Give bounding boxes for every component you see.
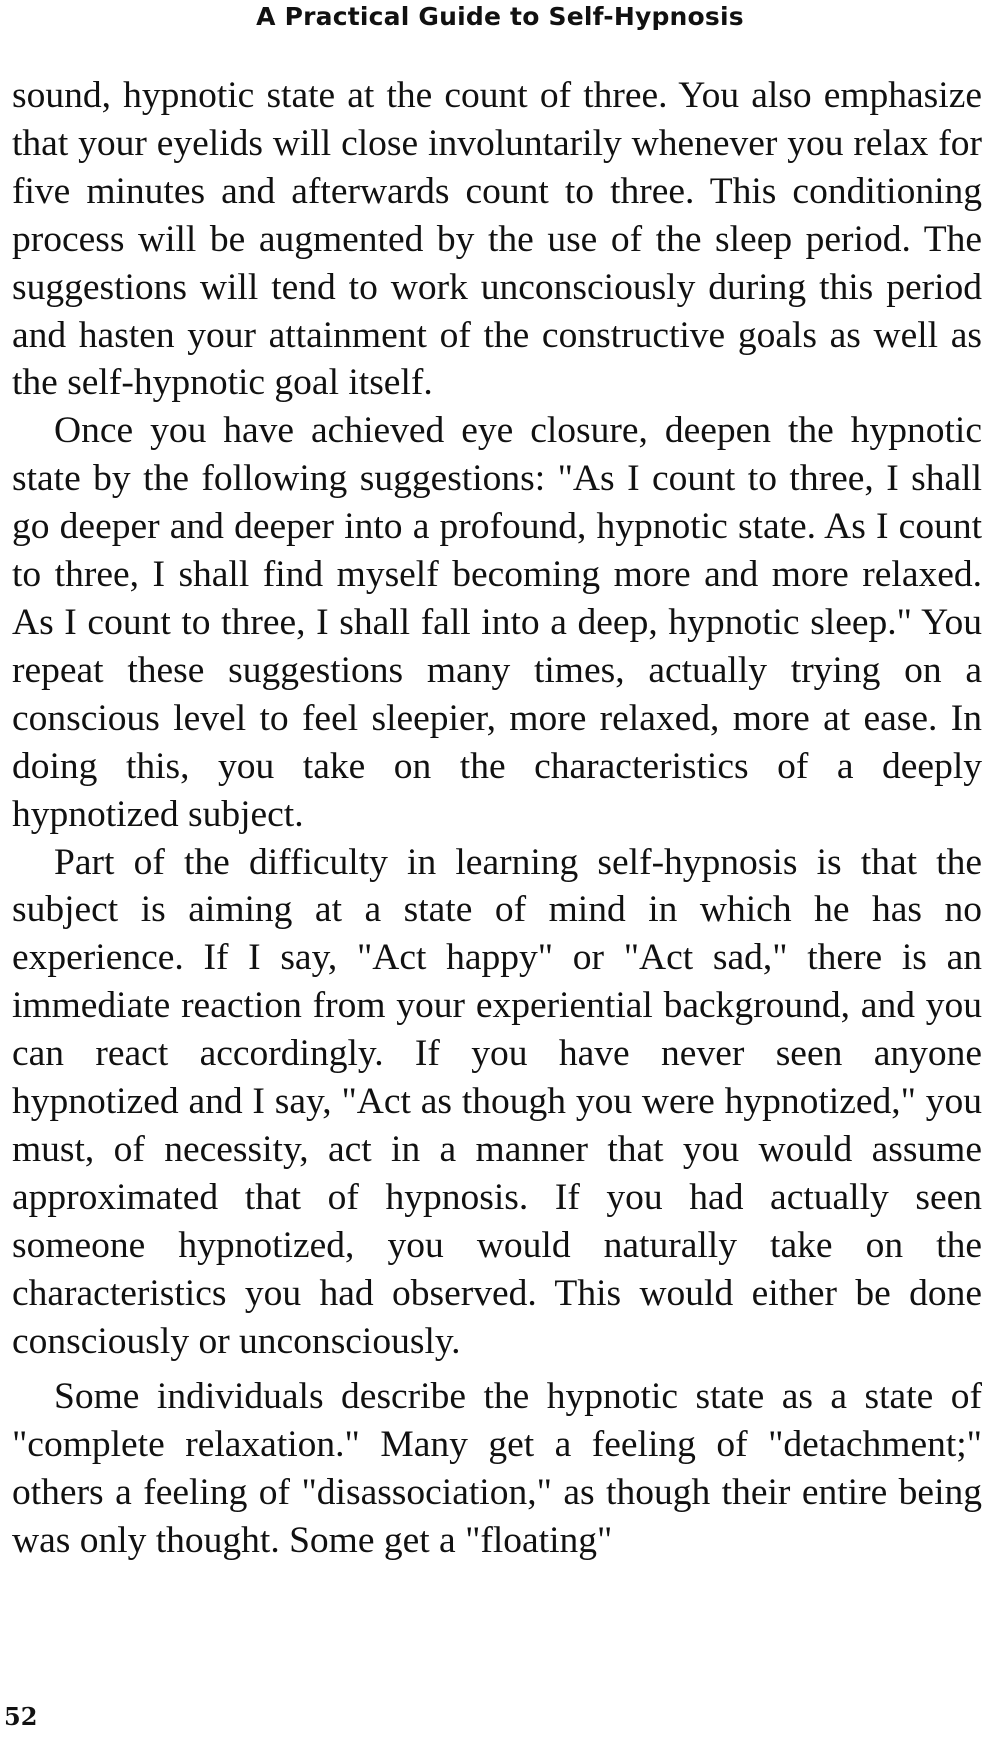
paragraph-difficulty: Part of the difficulty in learning self-hypnosis is that the subject is aiming at a state of mind in which he has no experience. If I say, "Act happy" or "Act sad," there is an immediate reaction from your experiential background, and you can react accordingly. If you have never seen anyone hypnotized and I say, "Act as though you were hypnotized," you must, of necessity, act in a manner that you would assume approximated that of hypnosis. If you had actually seen someone hypnotized, you would naturally take on the characteristics you had observed. This would either be done consciously or unconsciously. [12, 841, 982, 1362]
paragraph-descriptions: Some individuals describe the hypnotic state as a state of "complete relaxation." Many get a feeling of "detachment;" others a feeling of "disassociation," as though their entire being was only thought. Some get a "floating" [12, 1376, 982, 1562]
paragraph-continued: sound, hypnotic state at the count of three. You also emphasize that your eyelids will close involuntarily whenever you relax for five minutes and afterwards count to three. This conditioning process will be augmented by the use of the sleep period. The suggestions will tend to work unconsciously during this period and hasten your attainment of the constructive goals as well as the self-hypnotic goal itself. [12, 75, 982, 404]
running-head-title: A Practical Guide to Self-Hypnosis [256, 2, 744, 31]
paragraph-eye-closure: Once you have achieved eye closure, deepen the hypnotic state by the following suggestions: "As I count to three, I shall go deeper and deeper into a profound, hypnotic state. As I count to three, I shall find myself becoming more and more relaxed. As I count to three, I shall fall into a deep, hypnotic sleep." You repeat these suggestions many times, actually trying on a conscious level to feel sleepier, more relaxed, more at ease. In doing this, you take on the characteristics of a deeply hypnotized subject. [12, 410, 982, 835]
page-number: 52 [4, 1702, 38, 1731]
body-text [12, 72, 982, 1565]
